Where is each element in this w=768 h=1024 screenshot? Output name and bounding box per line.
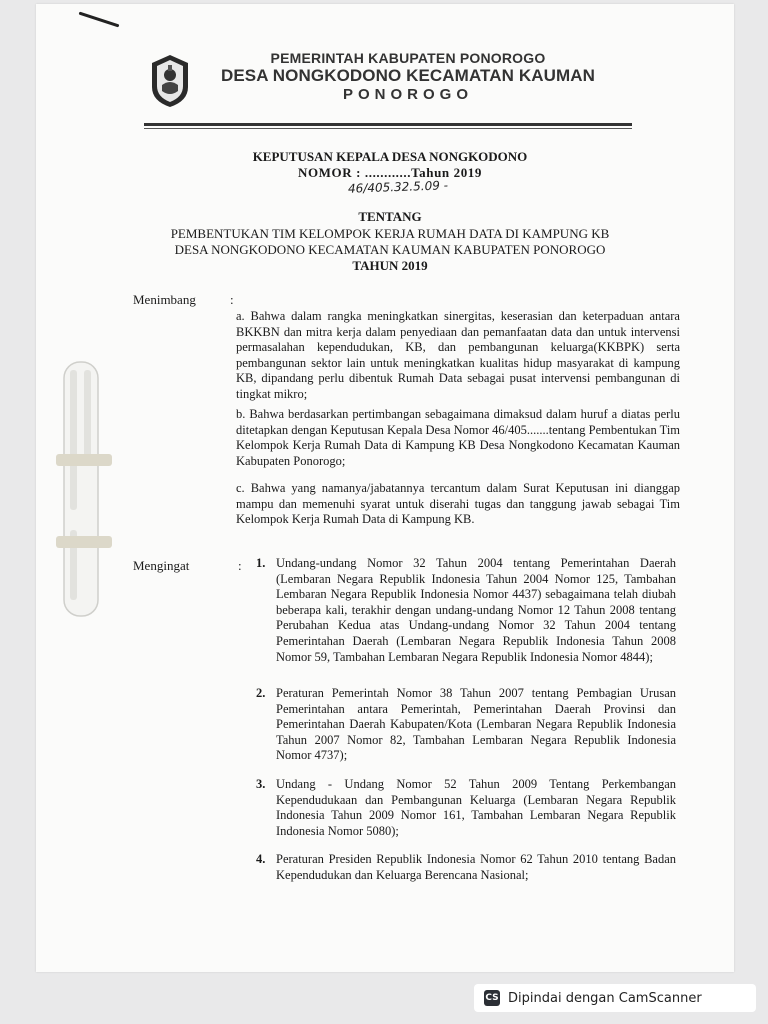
subject-line-2: DESA NONGKODONO KECAMATAN KAUMAN KABUPATEN PONOROGO — [174, 242, 606, 257]
mengingat-item-1-number: 1. — [256, 556, 266, 570]
camscanner-watermark — [474, 984, 756, 1012]
menimbang-b: b. Bahwa berdasarkan pertimbangan sebagaimana dimaksud dalam huruf a diatas perlu ditetapkan dengan Keputusan Kepala Desa Nomor 46/405.......tentang Pembentukan Tim Kelompok Kerja Rumah Data di Kampung KB Desa Nongkodono Kecamatan Kauman Kabupaten Ponorogo; — [236, 407, 681, 468]
camscanner-icon: CS — [484, 990, 500, 1006]
menimbang-c: c. Bahwa yang namanya/jabatannya tercantum dalam Surat Keputusan ini dianggap mampu dan memenuhi syarat untuk diserahi tugas dan tanggung jawab sebagai Tim Kelompok Kerja Rumah Data di Kampung KB. — [236, 481, 680, 527]
mengingat-item-2: Peraturan Pemerintah Nomor 38 Tahun 2007 tentang Pembagian Urusan Pemerintahan antara Pemerintah, Pemerintahan Daerah Provinsi dan Pemerintahan Daerah Kabupaten/Kota (Lembaran Negara Republik Indonesia Tahun 2007 Nomor 82, Tambahan Lembaran Negara Republik Indonesia Nomor 4737); — [276, 686, 676, 763]
mengingat-label: Mengingat — [133, 558, 190, 573]
letterhead-rule-thin — [144, 128, 632, 129]
letterhead-city: PONOROGO — [342, 86, 473, 103]
mengingat-colon: : — [238, 558, 242, 573]
decree-number: NOMOR : ............Tahun 2019 — [297, 165, 483, 180]
letterhead-rule-thick — [144, 123, 632, 126]
letterhead-village: DESA NONGKODONO KECAMATAN KAUMAN — [220, 66, 596, 85]
subject-line-3: TAHUN 2019 — [352, 258, 428, 273]
regency-emblem-icon — [148, 53, 192, 109]
subject-line-1: PEMBENTUKAN TIM KELOMPOK KERJA RUMAH DATA DI KAMPUNG KB — [170, 226, 610, 241]
letterhead-government: PEMERINTAH KABUPATEN PONOROGO — [270, 50, 546, 66]
about-heading: TENTANG — [358, 209, 422, 224]
letterhead — [198, 50, 618, 103]
camscanner-text: Dipindai dengan CamScanner — [508, 990, 702, 1006]
binder-clip — [56, 360, 112, 620]
mengingat-item-3: Undang - Undang Nomor 52 Tahun 2009 Tentang Perkembangan Kependudukaan dan Pembangunan Keluarga (Lembaran Negara Republik Indonesia Tahun 2009 Nomor 161, Tambahan Lembaran Negara Republik Indonesia Nomor 5080); — [276, 777, 676, 838]
mengingat-item-2-number: 2. — [256, 686, 266, 700]
menimbang-colon: : — [230, 292, 234, 307]
menimbang-label: Menimbang — [133, 292, 196, 307]
mengingat-item-4: Peraturan Presiden Republik Indonesia Nomor 62 Tahun 2010 tentang Badan Kependudukan dan Keluarga Berencana Nasional; — [276, 852, 676, 882]
mengingat-item-3-number: 3. — [256, 777, 266, 791]
mengingat-item-1: Undang-undang Nomor 32 Tahun 2004 tentang Pemerintahan Daerah (Lembaran Negara Republik Indonesia Tahun 2004 Nomor 125, Tambahan Lembaran Negara Republik Indonesia Nomor 4437) sebagaimana telah diubah beberapa kali, terakhir dengan undang-undang Nomor 12 Tahun 2008 tentang Perubahan Kedua atas Undang-undang Nomor 32 Tahun 2004 tentang Pemerintahan Daerah (Lembaran Negara Republik Indonesia Tahun 2008 Nomor 59, Tambahan Lembaran Negara Republik Indonesia Nomor 4844); — [276, 556, 676, 664]
menimbang-a: a. Bahwa dalam rangka meningkatkan sinergitas, keserasian dan keterpaduan antara BKKBN dan mitra kerja dalam penyediaan dan pemanfaatan data dan untuk intervensi permasalahan kependudukan, KB, dan pembangunan keluarga(KKBPK) serta pembangunan sektor lain untuk meningkatkan kualitas hidup masyarakat di kampung KB, dipandang perlu dibentuk Rumah Data sebagai pusat intervensi pembangunan di tingkat mikro; — [236, 309, 680, 401]
mengingat-item-4-number: 4. — [256, 852, 266, 866]
decree-title: KEPUTUSAN KEPALA DESA NONGKODONO — [252, 149, 528, 164]
handwritten-number: 46/405.32.5.09 - — [347, 178, 449, 196]
